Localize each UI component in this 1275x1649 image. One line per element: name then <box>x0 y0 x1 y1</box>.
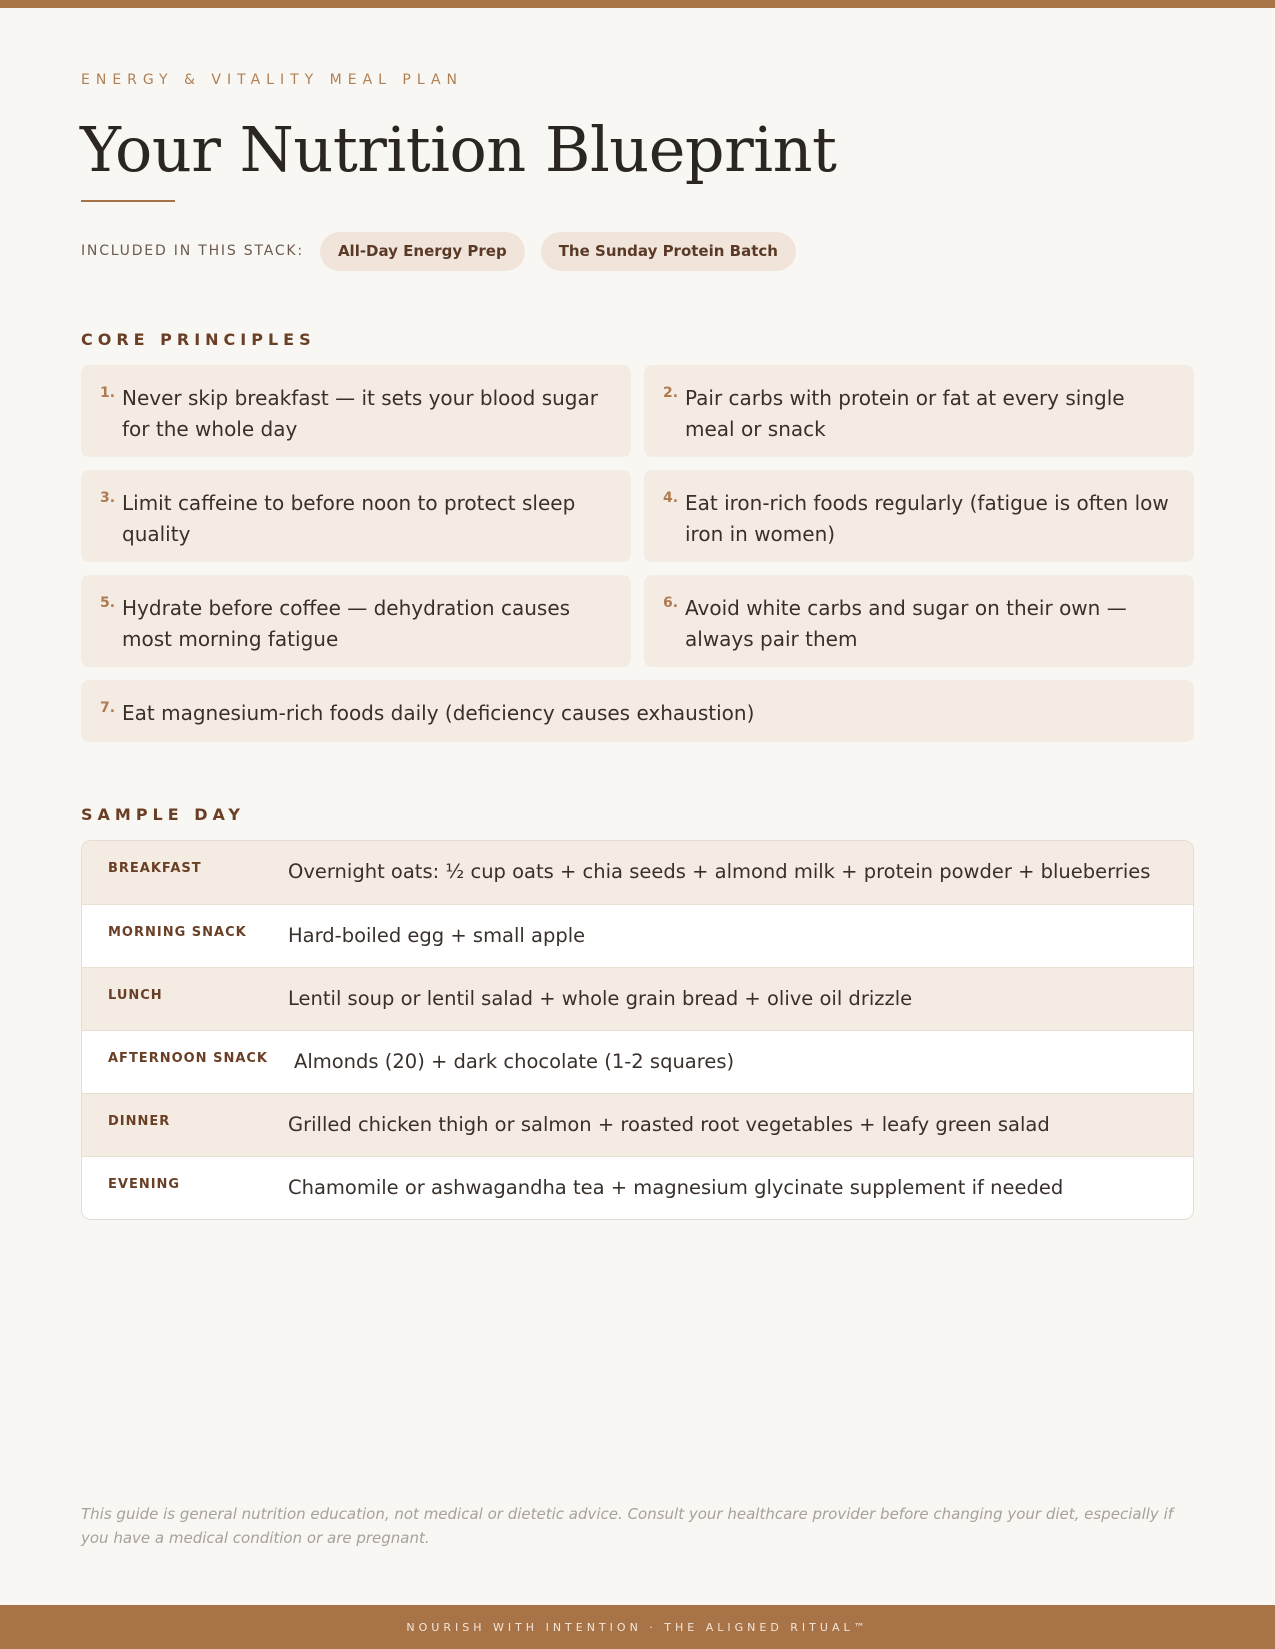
principle-text: Avoid white carbs and sugar on their own — always pair them <box>685 596 1127 651</box>
principle-card-1 <box>81 365 631 457</box>
table-row <box>82 841 1193 904</box>
table-row <box>82 1093 1193 1156</box>
page-title: Your Nutrition Blueprint <box>80 113 837 186</box>
principle-card-5 <box>81 575 631 667</box>
table-row <box>82 967 1193 1030</box>
meal-label: BREAKFAST <box>108 861 202 876</box>
principle-text: Never skip breakfast — it sets your blood sugar for the whole day <box>122 386 598 441</box>
principle-card-6 <box>644 575 1194 667</box>
meal-text: Almonds (20) + dark chocolate (1-2 squares) <box>294 1050 735 1073</box>
eyebrow-label: ENERGY & VITALITY MEAL PLAN <box>81 72 464 88</box>
principle-card-3 <box>81 470 631 562</box>
footer-text: NOURISH WITH INTENTION · THE ALIGNED RITUAL™ <box>406 1620 869 1634</box>
principle-number: 5. <box>100 595 116 611</box>
meal-text: Hard-boiled egg + small apple <box>288 924 586 947</box>
top-accent-bar <box>0 0 1275 8</box>
meal-label: DINNER <box>108 1114 171 1129</box>
principle-number: 1. <box>100 385 116 401</box>
principle-card-7 <box>81 680 1194 742</box>
meal-label: MORNING SNACK <box>108 925 247 940</box>
principle-number: 7. <box>100 700 116 716</box>
disclaimer-text: This guide is general nutrition education, not medical or dietetic advice. Consult your healthcare provider before changing your diet, especially if you have a medical condition or are pregnant. <box>81 1505 1174 1547</box>
meal-label: AFTERNOON SNACK <box>108 1051 269 1066</box>
meal-text: Lentil soup or lentil salad + whole grain bread + olive oil drizzle <box>288 987 913 1010</box>
sample-day-table <box>81 840 1194 1220</box>
meal-label: EVENING <box>108 1177 181 1192</box>
stack-pill-protein-batch: The Sunday Protein Batch <box>541 232 796 271</box>
title-underline <box>81 200 175 202</box>
stack-label: INCLUDED IN THIS STACK: <box>81 243 304 259</box>
meal-text: Overnight oats: ½ cup oats + chia seeds + almond milk + protein powder + blueberries <box>288 860 1151 883</box>
principle-text: Pair carbs with protein or fat at every single meal or snack <box>685 386 1125 441</box>
stack-row <box>81 231 796 271</box>
principle-number: 4. <box>663 490 679 506</box>
principle-text: Limit caffeine to before noon to protect sleep quality <box>122 491 576 546</box>
principle-text: Hydrate before coffee — dehydration causes most morning fatigue <box>122 596 571 651</box>
principle-text: Eat magnesium-rich foods daily (deficiency causes exhaustion) <box>122 701 755 725</box>
principle-text: Eat iron-rich foods regularly (fatigue is often low iron in women) <box>685 491 1169 546</box>
principle-card-2 <box>644 365 1194 457</box>
principle-card-4 <box>644 470 1194 562</box>
core-principles-heading: CORE PRINCIPLES <box>81 330 316 349</box>
meal-label: LUNCH <box>108 988 163 1003</box>
stack-pill-energy-prep: All-Day Energy Prep <box>320 232 525 271</box>
principle-number: 6. <box>663 595 679 611</box>
meal-text: Grilled chicken thigh or salmon + roasted root vegetables + leafy green salad <box>288 1113 1050 1136</box>
meal-text: Chamomile or ashwagandha tea + magnesium glycinate supplement if needed <box>288 1176 1064 1199</box>
sample-day-heading: SAMPLE DAY <box>81 805 245 824</box>
table-row <box>82 1030 1193 1093</box>
table-row <box>82 1156 1193 1219</box>
table-row <box>82 904 1193 967</box>
principle-number: 3. <box>100 490 116 506</box>
footer-bar <box>0 1605 1275 1649</box>
principle-number: 2. <box>663 385 679 401</box>
